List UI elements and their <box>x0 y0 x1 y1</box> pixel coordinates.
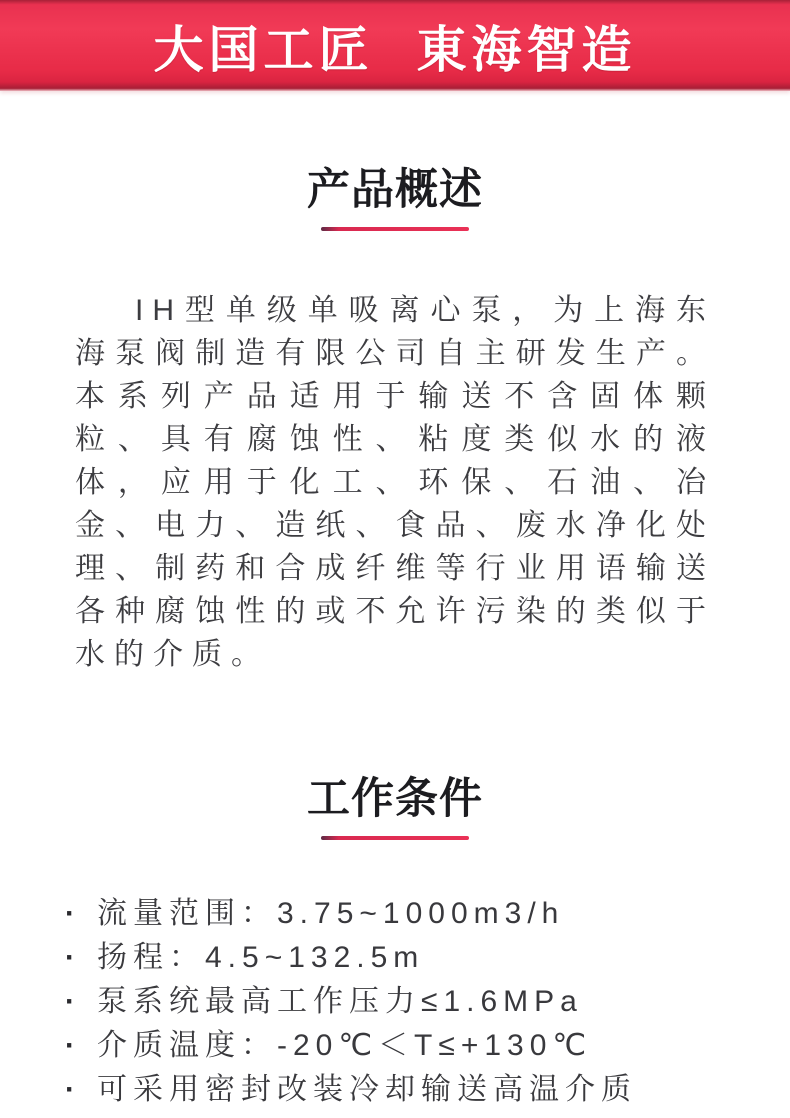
bullet-dot-icon: · <box>65 1029 75 1062</box>
bullet-dot-icon: · <box>65 1073 75 1106</box>
bullet-dot-icon: · <box>65 985 75 1018</box>
condition-item-medium-temperature <box>65 1024 725 1068</box>
conditions-title-underline <box>321 836 469 840</box>
conditions-list <box>65 892 725 1112</box>
bullet-dot-icon: · <box>65 897 75 930</box>
condition-text: 介质温度：-20℃＜T≤+130℃ <box>97 1029 593 1062</box>
overview-paragraph: IH型单级单吸离心泵，为上海东海泵阀制造有限公司自主研发生产。本系列产品适用于输送不含固体颗粒、具有腐蚀性、粘度类似水的液体，应用于化工、环保、石油、冶金、电力、造纸、食品、废水净化处理、制药和合成纤维等行业用语输送各种腐蚀性的或不允许污染的类似于水的介质。 <box>75 294 715 671</box>
condition-item-max-pressure <box>65 980 725 1024</box>
condition-item-flow-range <box>65 892 725 936</box>
condition-item-head <box>65 936 725 980</box>
conditions-title: 工作条件 <box>307 775 483 823</box>
banner <box>0 0 790 91</box>
overview-title: 产品概述 <box>307 166 483 214</box>
condition-text: 泵系统最高工作压力≤1.6MPa <box>97 985 583 1018</box>
condition-text: 可采用密封改装冷却输送高温介质 <box>97 1073 637 1106</box>
condition-text: 流量范围：3.75~1000m3/h <box>97 897 565 930</box>
banner-title: 大国工匠 東海智造 <box>153 21 637 78</box>
bullet-dot-icon: · <box>65 941 75 974</box>
condition-item-seal-cooling <box>65 1068 725 1112</box>
overview-title-underline <box>321 227 469 231</box>
section-conditions <box>0 776 790 1112</box>
section-overview <box>0 167 790 676</box>
condition-text: 扬程：4.5~132.5m <box>97 941 425 974</box>
